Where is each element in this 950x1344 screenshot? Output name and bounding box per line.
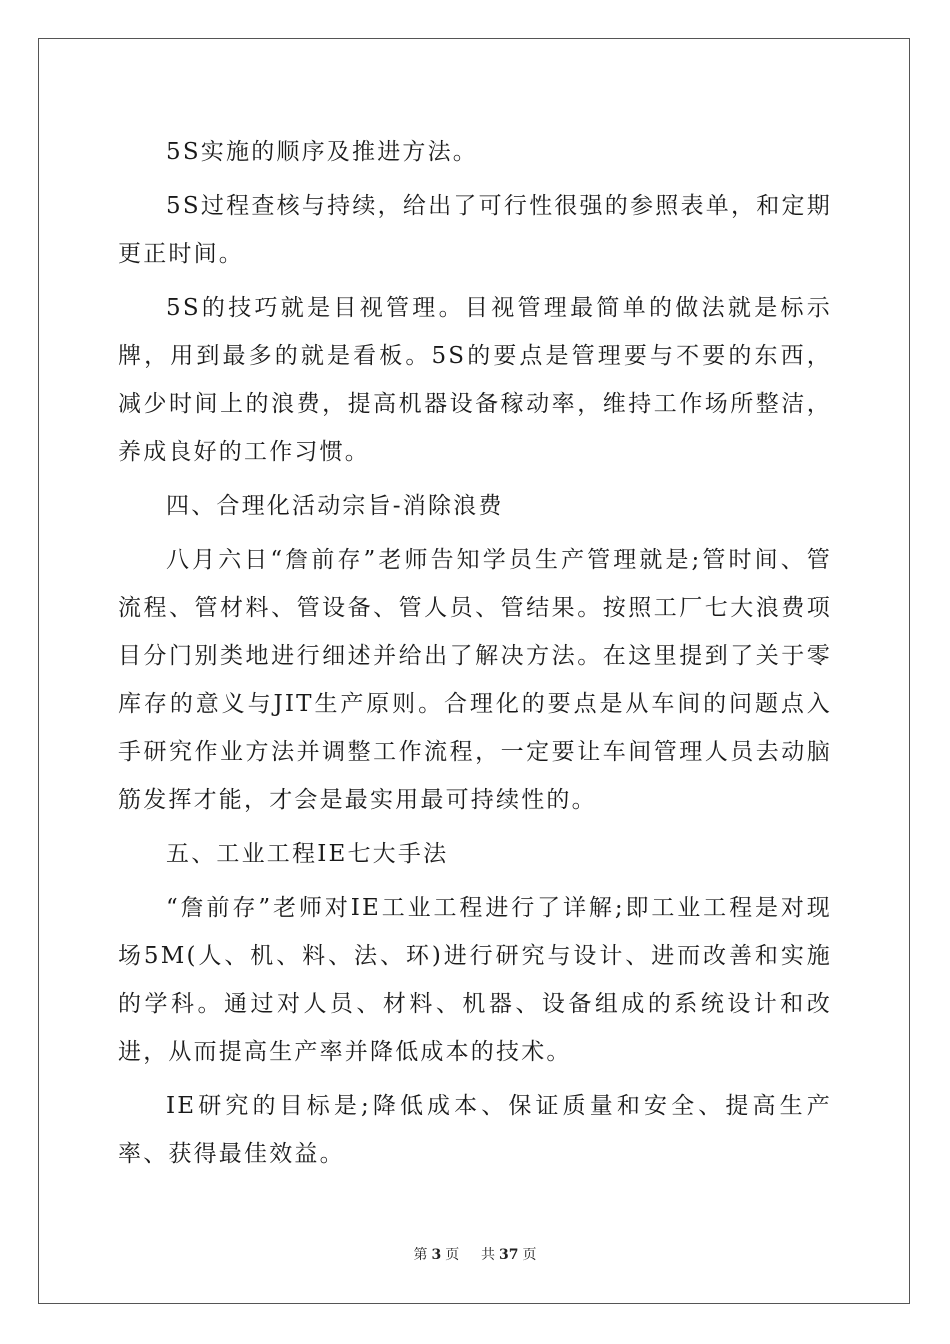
section-heading: 四、合理化活动宗旨-消除浪费 (166, 493, 504, 519)
paragraph: “詹前存”老师对IE工业工程进行了详解;即工业工程是对现场5M(人、机、料、法、环)进行研究与设计、进而改善和实施的学科。通过对人员、材料、机器、设备组成的系统设计和改进，从而提高生产率并降低成本的技术。 (118, 895, 832, 1065)
total-suffix: 页 (522, 1247, 537, 1263)
page-number: 3 (431, 1247, 442, 1263)
paragraph: 5S过程查核与持续，给出了可行性很强的参照表单，和定期更正时间。 (118, 193, 832, 267)
page-footer (0, 1244, 950, 1264)
page-prefix: 第 (413, 1247, 428, 1263)
paragraph: 八月六日“詹前存”老师告知学员生产管理就是;管时间、管流程、管材料、管设备、管人员、管结果。按照工厂七大浪费项目分门别类地进行细述并给出了解决方法。在这里提到了关于零库存的意义与JIT生产原则。合理化的要点是从车间的问题点入手研究作业方法并调整工作流程，一定要让车间管理人员去动脑筋发挥才能，才会是最实用最可持续性的。 (118, 547, 832, 813)
paragraph: IE研究的目标是;降低成本、保证质量和安全、提高生产率、获得最佳效益。 (118, 1093, 832, 1167)
document-body (118, 128, 832, 1184)
paragraph: 5S的技巧就是目视管理。目视管理最简单的做法就是标示牌，用到最多的就是看板。5S的要点是管理要与不要的东西，减少时间上的浪费，提高机器设备稼动率，维持工作场所整洁，养成良好的工作习惯。 (118, 295, 832, 465)
section-heading: 五、工业工程IE七大手法 (166, 841, 449, 867)
paragraph: 5S实施的顺序及推进方法。 (166, 139, 478, 165)
total-prefix: 共 (481, 1247, 496, 1263)
page-suffix: 页 (445, 1247, 460, 1263)
total-pages: 37 (499, 1247, 519, 1263)
